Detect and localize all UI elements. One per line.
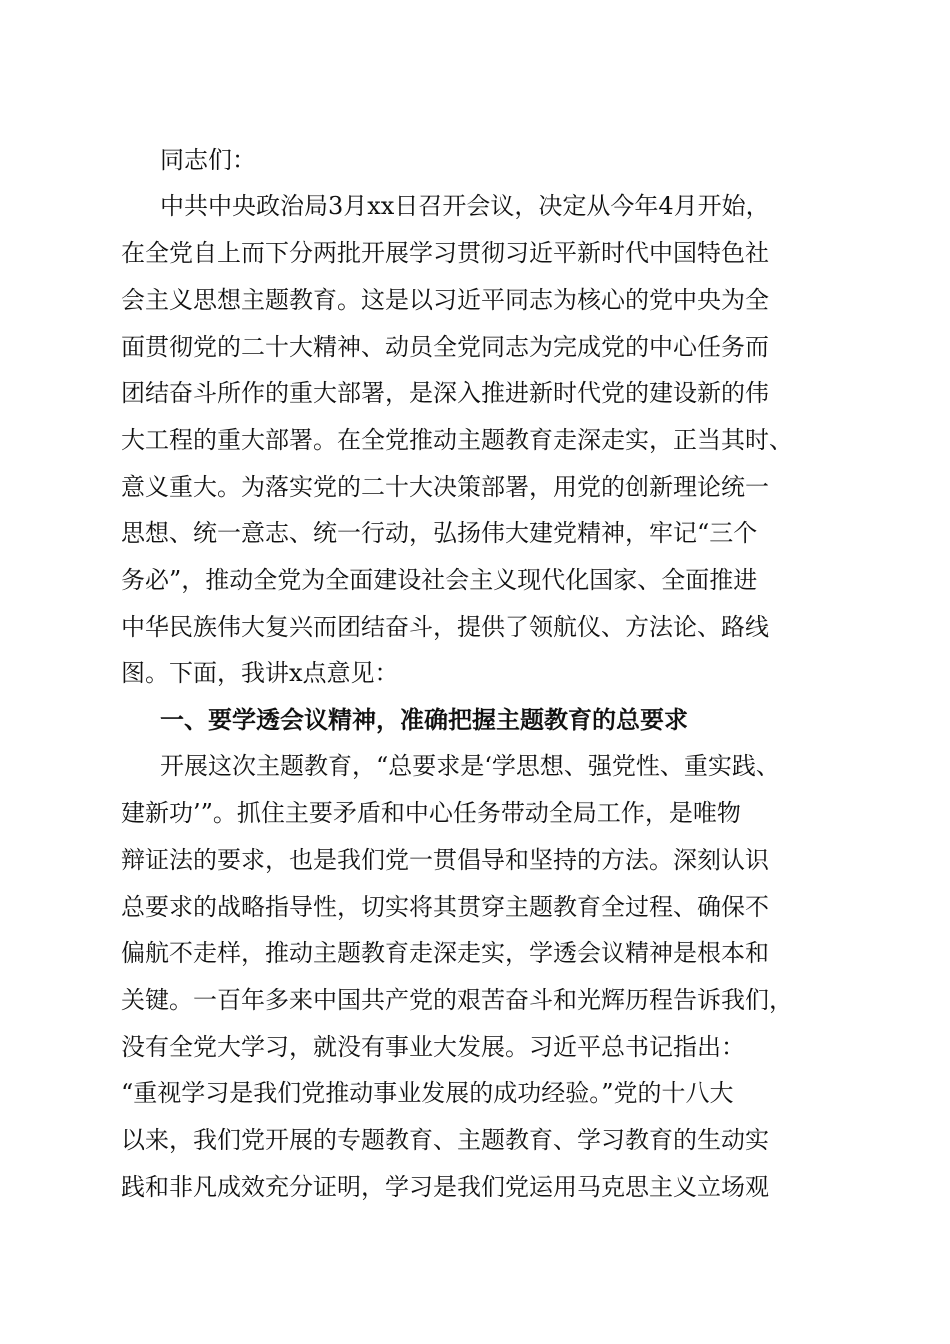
intro-line: 在全党自上而下分两批开展学习贯彻习近平新时代中国特色社 [121, 239, 769, 267]
intro-line: 思想、统一意志、统一行动，弘扬伟大建党精神，牢记“三个 [121, 519, 758, 547]
intro-line: 意义重大。为落实党的二十大决策部署，用党的创新理论统一 [121, 473, 769, 501]
section-line: 偏航不走样，推动主题教育走深走实，学透会议精神是根本和 [121, 939, 769, 967]
greeting: 同志们： [160, 146, 256, 174]
section-line: 关键。一百年多来中国共产党的艰苦奋斗和光辉历程告诉我们， [121, 986, 793, 1014]
section-line: 没有全党大学习，就没有事业大发展。习近平总书记指出： [121, 1033, 745, 1061]
intro-line: 中华民族伟大复兴而团结奋斗，提供了领航仪、方法论、路线 [121, 613, 769, 641]
intro-line: 会主义思想主题教育。这是以习近平同志为核心的党中央为全 [121, 286, 769, 314]
section-line: 以来，我们党开展的专题教育、主题教育、学习教育的生动实 [121, 1126, 769, 1154]
intro-line: 面贯彻党的二十大精神、动员全党同志为完成党的中心任务而 [121, 333, 769, 361]
intro-line: 图。下面，我讲x点意见： [121, 659, 399, 687]
section-line: 总要求的战略指导性，切实将其贯穿主题教育全过程、确保不 [121, 893, 769, 921]
intro-line: 大工程的重大部署。在全党推动主题教育走深走实，正当其时、 [121, 426, 793, 454]
section-line: 践和非凡成效充分证明，学习是我们党运用马克思主义立场观 [121, 1173, 769, 1201]
section-line: 建新功’”。抓住主要矛盾和中心任务带动全局工作，是唯物 [121, 799, 741, 827]
intro-line: 中共中央政治局3月xx日召开会议，决定从今年4月开始， [160, 192, 770, 220]
intro-line: 团结奋斗所作的重大部署，是深入推进新时代党的建设新的伟 [121, 379, 769, 407]
section-line: 辩证法的要求，也是我们党一贯倡导和坚持的方法。深刻认识 [121, 846, 769, 874]
intro-line: 务必”，推动全党为全面建设社会主义现代化国家、全面推进 [121, 566, 758, 594]
section-line: “重视学习是我们党推动事业发展的成功经验。”党的十八大 [121, 1079, 734, 1107]
section-heading: 一、要学透会议精神，准确把握主题教育的总要求 [160, 706, 688, 734]
section-line: 开展这次主题教育，“总要求是‘学思想、强党性、重实践、 [160, 752, 780, 780]
